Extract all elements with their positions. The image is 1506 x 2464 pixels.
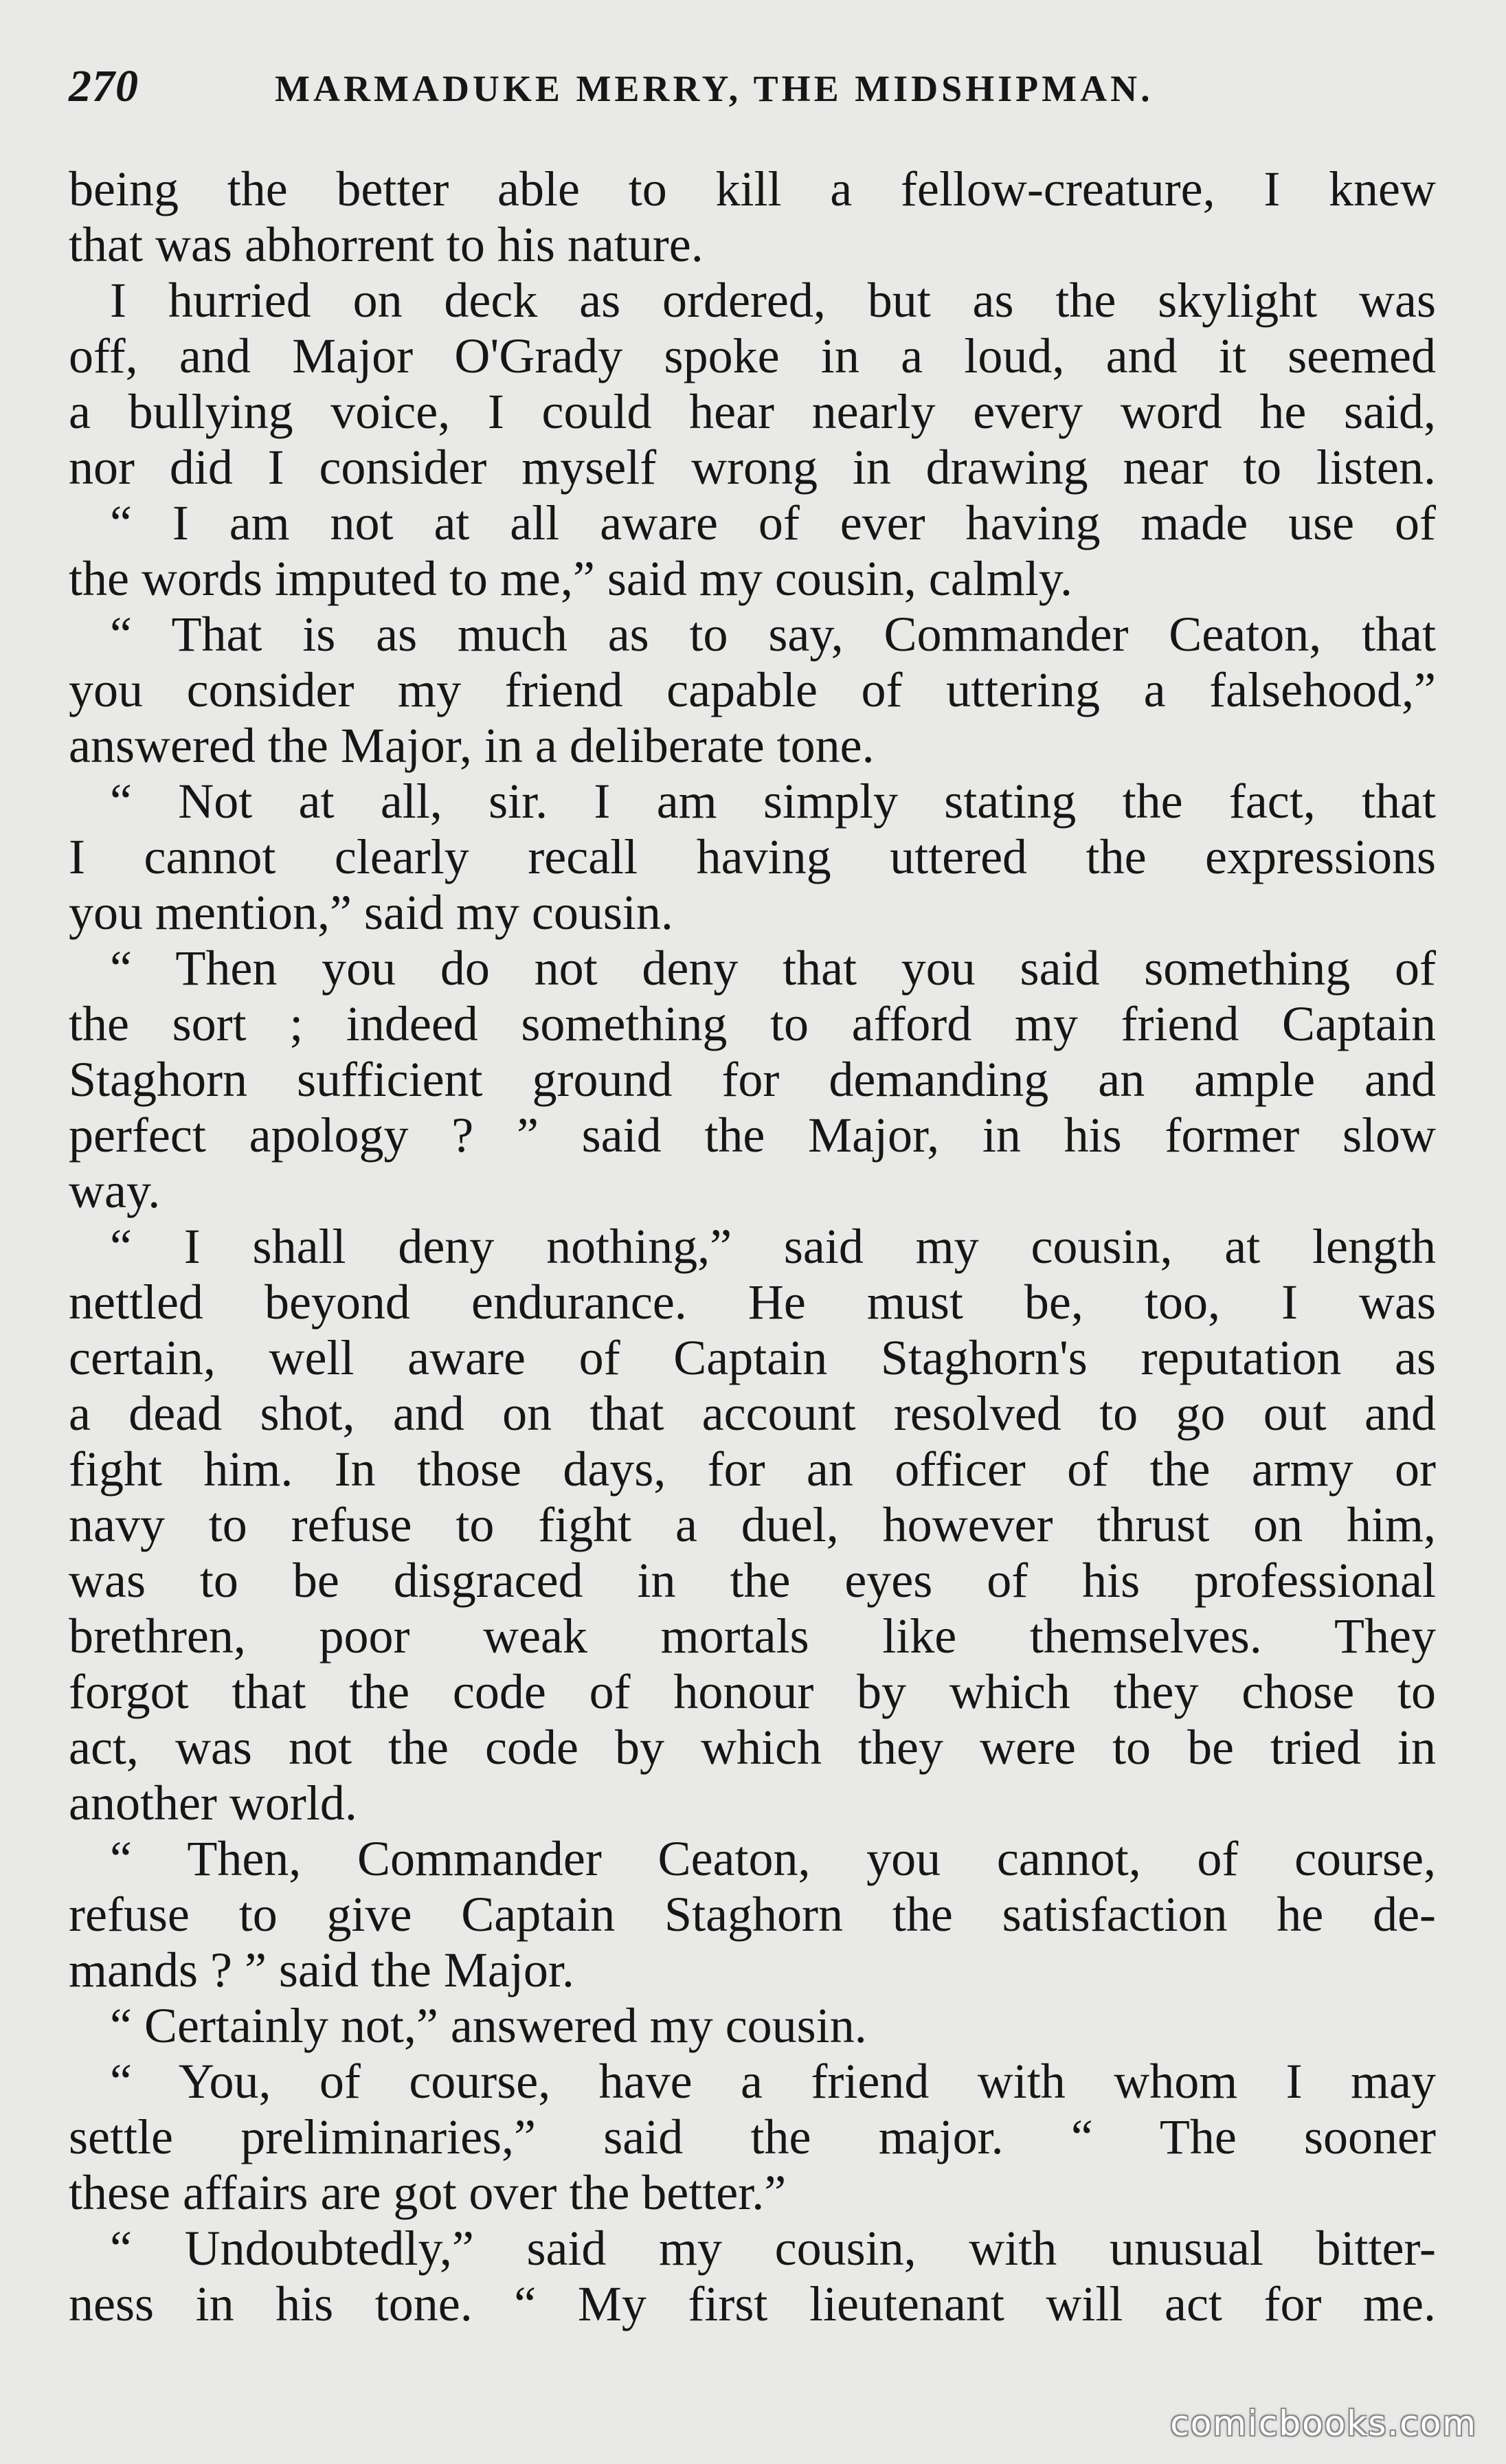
text-line: “ Then you do not deny that you said something of xyxy=(110,941,1436,996)
text-line: these affairs are got over the better.” xyxy=(69,2165,787,2220)
text-line: you mention,” said my cousin. xyxy=(69,885,673,940)
text-line: mands ? ” said the Major. xyxy=(69,1942,574,1997)
text-line: “ Undoubtedly,” said my cousin, with unusual bitter- xyxy=(110,2221,1436,2276)
text-line: off, and Major O'Grady spoke in a loud, and it seemed xyxy=(69,328,1436,383)
running-head: MARMADUKE MERRY, THE MIDSHIPMAN. xyxy=(275,68,1154,109)
text-line: nettled beyond endurance. He must be, too, I was xyxy=(69,1275,1436,1330)
text-line: a bullying voice, I could hear nearly every word he said, xyxy=(69,384,1436,439)
text-line: “ That is as much as to say, Commander Ceaton, that xyxy=(110,607,1436,662)
text-line: refuse to give Captain Staghorn the satisfaction he de- xyxy=(69,1887,1436,1942)
watermark: comicbooks.com xyxy=(1170,2404,1477,2443)
text-line: that was abhorrent to his nature. xyxy=(69,217,704,272)
text-line: another world. xyxy=(69,1776,357,1830)
text-line: “ I shall deny nothing,” said my cousin, at length xyxy=(110,1219,1436,1274)
text-line: brethren, poor weak mortals like themselves. They xyxy=(69,1609,1436,1664)
text-line: nor did I consider myself wrong in drawing near to listen. xyxy=(69,440,1436,495)
text-line: a dead shot, and on that account resolved to go out and xyxy=(69,1386,1436,1441)
text-line: the words imputed to me,” said my cousin, calmly. xyxy=(69,551,1073,606)
text-line: settle preliminaries,” said the major. “ The sooner xyxy=(69,2109,1436,2164)
text-line: “ Certainly not,” answered my cousin. xyxy=(110,1998,867,2053)
text-line: “ You, of course, have a friend with whom I may xyxy=(110,2054,1436,2109)
text-line: “ Not at all, sir. I am simply stating the fact, that xyxy=(110,774,1436,829)
text-line: I cannot clearly recall having uttered the expressions xyxy=(69,829,1436,884)
text-line: answered the Major, in a deliberate tone. xyxy=(69,718,875,773)
text-line: act, was not the code by which they were to be tried in xyxy=(69,1720,1436,1775)
text-line: Staghorn sufficient ground for demanding an ample and xyxy=(69,1052,1436,1107)
text-line: certain, well aware of Captain Staghorn's reputation as xyxy=(69,1330,1436,1385)
text-line: perfect apology ? ” said the Major, in his former slow xyxy=(69,1108,1436,1163)
text-line: way. xyxy=(69,1163,161,1218)
page-header xyxy=(69,60,1443,122)
text-line: ness in his tone. “ My first lieutenant will act for me. xyxy=(69,2276,1436,2331)
text-line: was to be disgraced in the eyes of his professional xyxy=(69,1553,1436,1608)
text-line: navy to refuse to fight a duel, however thrust on him, xyxy=(69,1497,1436,1552)
text-line: the sort ; indeed something to afford my friend Captain xyxy=(69,996,1436,1051)
text-line: being the better able to kill a fellow-creature, I knew xyxy=(69,161,1436,216)
text-line: forgot that the code of honour by which they chose to xyxy=(69,1664,1436,1719)
text-line: I hurried on deck as ordered, but as the skylight was xyxy=(110,273,1436,328)
page-number: 270 xyxy=(69,61,139,111)
body-text xyxy=(69,161,1436,2332)
text-line: you consider my friend capable of uttering a falsehood,” xyxy=(69,662,1436,717)
text-line: “ I am not at all aware of ever having made use of xyxy=(110,495,1436,550)
text-line: “ Then, Commander Ceaton, you cannot, of course, xyxy=(110,1831,1436,1886)
text-line: fight him. In those days, for an officer of the army or xyxy=(69,1442,1436,1497)
